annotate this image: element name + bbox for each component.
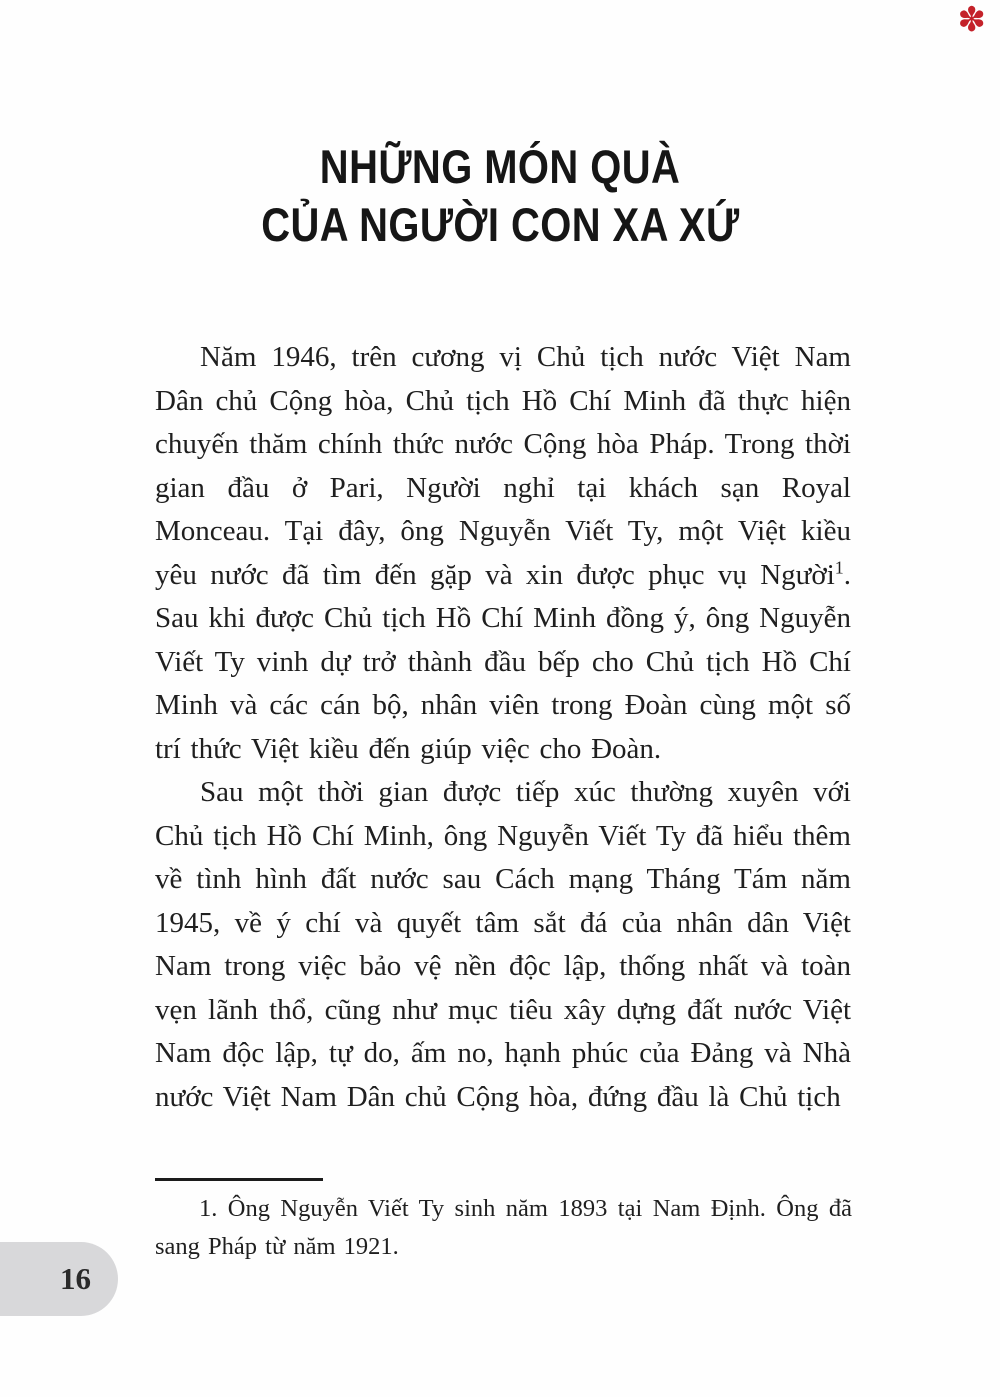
paragraph-1-text: Năm 1946, trên cương vị Chủ tịch nước Việt Nam Dân chủ Cộng hòa, Chủ tịch Hồ Chí Minh đã thực hiện chuyến thăm chính thức nước Cộng hòa Pháp. Trong thời gian đầu ở Pari, Người nghỉ tại khách sạn Royal Monceau. Tại đây, ông Nguyễn Viết Ty, một Việt kiều yêu nước đã tìm đến gặp và xin được phục vụ Người: [155, 341, 851, 591]
page-number: 16: [60, 1261, 91, 1296]
paragraph-1: [155, 336, 851, 771]
footnote-text: 1. Ông Nguyễn Viết Ty sinh năm 1893 tại Nam Định. Ông đã sang Pháp từ năm 1921.: [155, 1195, 852, 1260]
footnote-separator: [155, 1178, 323, 1181]
paragraph-1-text-continued: . Sau khi được Chủ tịch Hồ Chí Minh đồng ý, ông Nguyễn Viết Ty vinh dự trở thành đầu bếp cho Chủ tịch Hồ Chí Minh và các cán bộ, nhân viên trong Đoàn cùng một số trí thức Việt kiều đến giúp việc cho Đoàn.: [155, 558, 851, 765]
footnote-reference-1: 1: [834, 556, 844, 577]
chapter-title: [0, 138, 1000, 254]
flower-ornament-icon: ✽: [957, 0, 986, 40]
chapter-title-line-2: CỦA NGƯỜI CON XA XỨ: [260, 198, 740, 251]
page-number-pill: [0, 1242, 118, 1316]
chapter-title-line-1: NHỮNG MÓN QUÀ: [319, 140, 681, 193]
body-text: [155, 336, 851, 1119]
paragraph-2: Sau một thời gian được tiếp xúc thường xuyên với Chủ tịch Hồ Chí Minh, ông Nguyễn Viết Ty đã hiểu thêm về tình hình đất nước sau Cách mạng Tháng Tám năm 1945, về ý chí và quyết tâm sắt đá của nhân dân Việt Nam trong việc bảo vệ nền độc lập, thống nhất và toàn vẹn lãnh thổ, cũng như mục tiêu xây dựng đất nước Việt Nam độc lập, tự do, ấm no, hạnh phúc của Đảng và Nhà nước Việt Nam Dân chủ Cộng hòa, đứng đầu là Chủ tịch: [155, 776, 851, 1113]
